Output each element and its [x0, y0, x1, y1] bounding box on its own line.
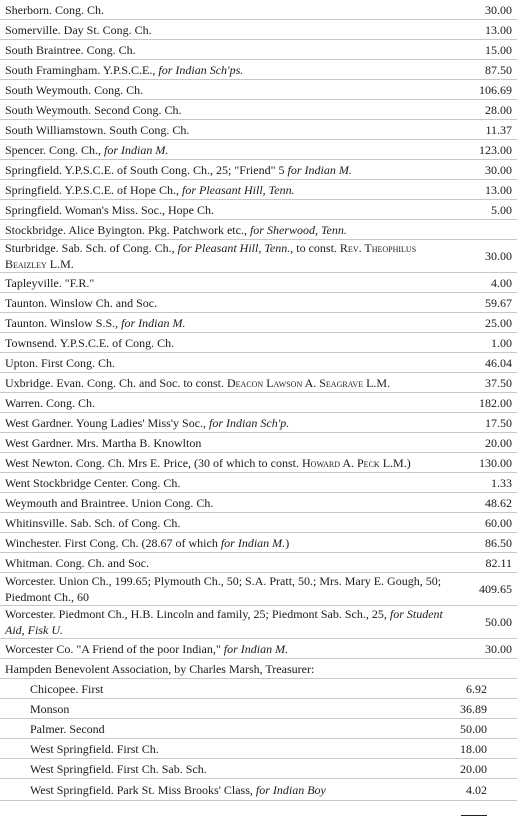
- ledger-row: [0, 40, 517, 60]
- entry-description: Taunton. Winslow Ch. and Soc.: [5, 295, 158, 310]
- ledger-row: [0, 533, 517, 553]
- ledger-row: [0, 639, 517, 659]
- entry-amount: 13.00: [485, 22, 512, 37]
- entry-amount: 30.00: [485, 641, 512, 656]
- entry-amount: 50.00: [460, 721, 487, 736]
- entry-amount: 30.00: [485, 249, 512, 263]
- ledger-row: [0, 160, 517, 180]
- ledger-row: [0, 513, 517, 533]
- entry-amount: 36.89: [460, 701, 487, 716]
- entry-description: Warren. Cong. Ch.: [5, 395, 96, 410]
- entry-amount: 48.62: [485, 495, 512, 510]
- ledger-row: [0, 553, 517, 573]
- entry-amount: 130.00: [479, 455, 512, 470]
- ledger-row: [0, 20, 517, 40]
- ledger-row: [0, 719, 517, 739]
- entry-description: South Braintree. Cong. Ch.: [5, 42, 136, 57]
- section-heading-row: [0, 659, 517, 679]
- ledger-row: [0, 293, 517, 313]
- entry-amount: 13.00: [485, 182, 512, 197]
- ledger-row: [0, 779, 517, 801]
- entry-amount: 82.11: [485, 555, 512, 570]
- ledger-row: [0, 333, 517, 353]
- entry-amount: 106.69: [479, 82, 512, 97]
- entry-description: Springfield. Y.P.S.C.E. of South Cong. Ch., 25; "Friend" 5 for Indian M.: [5, 162, 352, 177]
- ledger-row: [0, 220, 517, 240]
- ledger-row: [0, 573, 517, 606]
- entry-description: West Newton. Cong. Ch. Mrs E. Price, (30 of which to const. Howard A. Peck L.M.): [5, 455, 411, 470]
- entry-description: Sturbridge. Sab. Sch. of Cong. Ch., for Pleasant Hill, Tenn., to const. Rev. Theophilus Beaizley L.M.: [5, 241, 417, 271]
- entry-description: West Springfield. Park St. Miss Brooks' Class, for Indian Boy: [30, 782, 326, 797]
- entry-description: Went Stockbridge Center. Cong. Ch.: [5, 475, 181, 490]
- entry-amount: 20.00: [460, 761, 487, 776]
- entry-amount: 18.00: [460, 741, 487, 756]
- ledger-row: [0, 140, 517, 160]
- ledger-row: [0, 606, 517, 639]
- ledger-row: [0, 240, 517, 273]
- ledger-row: [0, 493, 517, 513]
- entry-amount: 1.33: [491, 475, 512, 490]
- entry-description: Worcester. Piedmont Ch., H.B. Lincoln and family, 25; Piedmont Sab. Sch., 25, for Student Aid, Fisk U.: [5, 607, 443, 637]
- entry-amount: 86.50: [485, 535, 512, 550]
- entry-description: Sherborn. Cong. Ch.: [5, 2, 104, 17]
- entry-description: Weymouth and Braintree. Union Cong. Ch.: [5, 495, 214, 510]
- ledger-row: [0, 273, 517, 293]
- ledger-row: [0, 80, 517, 100]
- entry-description: West Springfield. First Ch. Sab. Sch.: [30, 761, 207, 776]
- entry-description: Taunton. Winslow S.S., for Indian M.: [5, 315, 186, 330]
- entry-amount: 11.37: [485, 122, 512, 137]
- entry-description: Spencer. Cong. Ch., for Indian M.: [5, 142, 169, 157]
- entry-amount: 4.02: [466, 782, 487, 797]
- entry-amount: 28.00: [485, 102, 512, 117]
- ledger-row: [0, 699, 517, 719]
- ledger-row: [0, 373, 517, 393]
- ledger-row: [0, 180, 517, 200]
- ledger-row: [0, 120, 517, 140]
- entry-amount: 5.00: [491, 202, 512, 217]
- entry-amount: 60.00: [485, 515, 512, 530]
- entry-amount: 59.67: [485, 295, 512, 310]
- entry-amount: 182.00: [479, 395, 512, 410]
- ledger-row: [0, 739, 517, 759]
- entry-description: Palmer. Second: [30, 721, 105, 736]
- entry-amount: 1.00: [491, 335, 512, 350]
- entry-amount: 409.65: [479, 582, 512, 596]
- ledger-row: [0, 0, 517, 20]
- entry-description: Tapleyville. "F.R.": [5, 275, 95, 290]
- ledger-row: [0, 353, 517, 373]
- ledger-row: [0, 453, 517, 473]
- ledger-row: [0, 313, 517, 333]
- ledger-row: [0, 413, 517, 433]
- entry-description: Springfield. Woman's Miss. Soc., Hope Ch.: [5, 202, 214, 217]
- entry-description: Hampden Benevolent Association, by Charles Marsh, Treasurer:: [5, 661, 315, 676]
- ledger-row: [0, 393, 517, 413]
- entry-description: South Weymouth. Second Cong. Ch.: [5, 102, 182, 117]
- entry-description: West Gardner. Mrs. Martha B. Knowlton: [5, 435, 202, 450]
- entry-amount: 87.50: [485, 62, 512, 77]
- entry-description: Chicopee. First: [30, 681, 104, 696]
- ledger-row: [0, 433, 517, 453]
- entry-amount: 37.50: [485, 375, 512, 390]
- entry-description: Whitman. Cong. Ch. and Soc.: [5, 555, 149, 570]
- entry-amount: 30.00: [485, 2, 512, 17]
- entry-description: Worcester Co. "A Friend of the poor Indian," for Indian M.: [5, 641, 289, 656]
- entry-description: South Weymouth. Cong. Ch.: [5, 82, 144, 97]
- ledger-row: [0, 759, 517, 779]
- entry-description: Whitinsville. Sab. Sch. of Cong. Ch.: [5, 515, 181, 530]
- entry-amount: 17.50: [485, 415, 512, 430]
- entry-description: Winchester. First Cong. Ch. (28.67 of which for Indian M.): [5, 535, 290, 550]
- entry-amount: 30.00: [485, 162, 512, 177]
- entry-description: Townsend. Y.P.S.C.E. of Cong. Ch.: [5, 335, 175, 350]
- entry-description: South Framingham. Y.P.S.C.E., for Indian Sch'ps.: [5, 62, 244, 77]
- total-rule: [461, 815, 487, 816]
- ledger-row: [0, 100, 517, 120]
- entry-description: South Williamstown. South Cong. Ch.: [5, 122, 190, 137]
- entry-description: West Gardner. Young Ladies' Miss'y Soc., for Indian Sch'p.: [5, 415, 290, 430]
- entry-description: West Springfield. First Ch.: [30, 741, 159, 756]
- ledger-row: [0, 60, 517, 80]
- ledger-row: [0, 200, 517, 220]
- entry-description: Monson: [30, 701, 70, 716]
- entry-description: Upton. First Cong. Ch.: [5, 355, 116, 370]
- entry-amount: 15.00: [485, 42, 512, 57]
- entry-description: Stockbridge. Alice Byington. Pkg. Patchwork etc., for Sherwood, Tenn.: [5, 222, 347, 237]
- entry-amount: 4.00: [491, 275, 512, 290]
- entry-description: Springfield. Y.P.S.C.E. of Hope Ch., for Pleasant Hill, Tenn.: [5, 182, 295, 197]
- entry-amount: 25.00: [485, 315, 512, 330]
- entry-amount: 46.04: [485, 355, 512, 370]
- entry-amount: 123.00: [479, 142, 512, 157]
- entry-amount: 50.00: [485, 615, 512, 629]
- entry-amount: 6.92: [466, 681, 487, 696]
- ledger-row: [0, 473, 517, 493]
- entry-amount: 20.00: [485, 435, 512, 450]
- entry-description: Worcester. Union Ch., 199.65; Plymouth Ch., 50; S.A. Pratt, 50.; Mrs. Mary E. Gough, 50; Piedmont Ch., 60: [5, 574, 442, 604]
- entry-description: Somerville. Day St. Cong. Ch.: [5, 22, 152, 37]
- ledger-row: [0, 679, 517, 699]
- entry-description: Uxbridge. Evan. Cong. Ch. and Soc. to const. Deacon Lawson A. Seagrave L.M.: [5, 375, 391, 390]
